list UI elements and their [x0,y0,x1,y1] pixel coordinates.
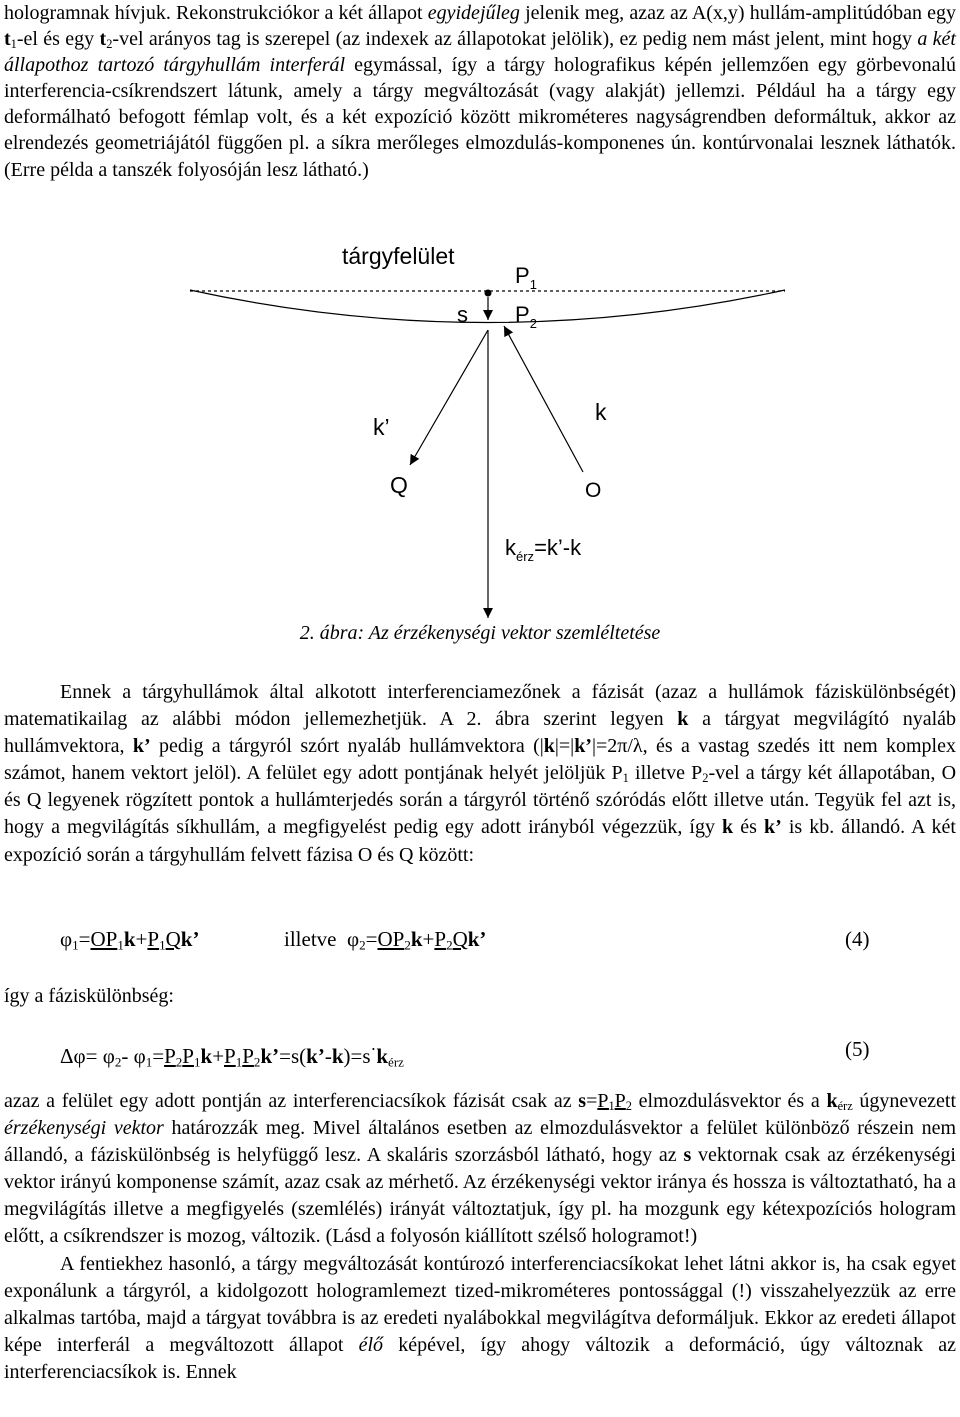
equation-4-phi1: $\varphi_1=OP_1k+P_1Qk$’ [60,927,200,953]
arrow-k-prime [410,330,488,465]
figure-title: tárgyfelület [342,243,455,269]
label-s: s [457,302,468,327]
label-phase-difference: így a fáziskülönbség: [4,985,174,1007]
label-p1: $P_1$ [515,263,537,292]
equation-4-number: (4) [845,927,870,951]
label-k-erz: $k_{érz}=k’-k$ [505,535,582,564]
label-k: k [595,399,607,425]
label-p2: $P_2$ [515,302,537,331]
label-q: Q [390,472,408,498]
equation-4-phi2: illetve $\varphi_2=OP_2k+P_2Qk$’ [284,927,487,953]
arrow-k [504,326,583,472]
paragraph-intro: hologramnak hívjuk. Rekonstrukciókor a két állapot egyidejűleg jelenik meg, azaz az A(x,y) hullám-amplitúdóban egy $t_1-el$ és egy $t_2$-vel arányos tag is szerepel (az indexek az állapotokat jelölik), ez pedig nem mást jelent, mint hogy a két állapothoz tartozó tárgyhullám interferál egymással, így a tárgy holografikus képén jellemzően egy görbevonalú interferencia-csíkrendszert látunk, amely a tárgy megváltozását (vagy alakját) jellemzi. Például ha a tárgy egy deformálható befogott fémlap volt, és a két expozíció között mikrométeres nagyságrendben deformáltuk, akkor az elrendezés geometriájától függően pl. a síkra merőleges elmozdulás-komponenes ún. kontúrvonalai lesznek láthatók. (Erre példa a tanszék folyosóján lesz látható.) [4,2,957,181]
figure-caption: 2. ábra: Az érzékenységi vektor szemléltetése [299,622,661,644]
paragraph-sensitivity: azaz a felület egy adott pontján az interferenciacsíkok fázisát csak az $s=P_1P_2$ elmozdulásvektor és a $k_{érz}$ úgynevezett érzékenységi vektor határozzák meg. Mivel általános esetben az elmozdulásvektor a felület különböző részein nem állandó, a fáziskülönbség is helyfüggő lesz. A skaláris szorzásból látható, hogy az s vektornak csak az érzékenységi vektor irányú komponense számít, azaz csak az mérhető. Az érzékenységi vektor iránya és hossza is változtatható, ha a megvilágítás illetve a megfigyelés (szemlélés) irányát változtatjuk, így pl. ha mozgunk egy kétexpozíciós hologram előtt, a csíkrendszer is mozog, változik. (Lásd a folyosón kiállított szélső hologramot!) A fentiekhez hasonló, a tárgy megváltozását kontúrozó interferenciacsíkokat lehet látni akkor is, ha csak egyet exponálunk a tárgyról, a kidolgozott hologramlemezt tized-mikrométeres pontossággal (!) visszahelyezzük az erre alkalmas tartóba, majd a tárgyat továbbra is az eredeti nyalábokkal megvilágítva deformáljuk. Ekkor az eredeti állapot képe interferál a megváltozott állapot élő képével, így ahogy változik a deformáció, úgy változnak az interferenciacsíkok is. Ennek [4,1090,957,1383]
label-o: O [585,479,602,502]
paragraph-phase: Ennek a tárgyhullámok által alkotott interferenciamezőnek a fázisát (azaz a hullámok fáziskülönbségét) matematikailag az alábbi módon jellemezhetjük. A 2. ábra szerint legyen k a tárgyat megvilágító nyaláb hullámvektora, k’ pedig a tárgyról szórt nyaláb hullámvektora (|k|=|k’|=2π/λ, és a vastag szedés itt nem komplex számot, hanem vektort jelöl). A felület egy adott pontjának helyét jelöljük $P_1$ illetve $P_2$-vel a tárgy két állapotában, O és Q legyenek rögzített pontok a hullámterjedés során a tárgyról történő szóródás előtt illetve után. Tegyük fel azt is, hogy a megvilágítás síkhullám, a megfigyelést pedig egy adott irányból végezzük, így k és k’ is kb. állandó. A két expozíció során a tárgyhullám felvett fázisa O és Q között: [4,681,957,866]
equation-5-number: (5) [845,1037,870,1061]
label-k-prime: k’ [373,414,390,440]
point-p1 [485,290,492,297]
equation-5: $\Delta\varphi= \varphi_2-$ $\varphi_1=P_2P_1k+P_1P_2k’=s(k’-k)=s^\cdot k_{érz}$ [60,1039,404,1070]
sensitivity-vector-figure [0,230,960,630]
paragraph-single-exposure: A fentiekhez hasonló, a tárgy megváltozását kontúrozó interferenciacsíkokat lehet látni akkor is, ha csak egyet exponálunk a tárgyról, a kidolgozott hologramlemezt tized-mikrométeres pontossággal (!) visszahelyezzük az erre alkalmas tartóba, majd a tárgyat továbbra is az eredeti nyalábokkal megvilágítva deformáljuk. Ekkor az eredeti állapot képe interferál a megváltozott állapot élő képével, így ahogy változik a deformáció, úgy változnak az interferenciacsíkok is. Ennek [4,1252,957,1383]
